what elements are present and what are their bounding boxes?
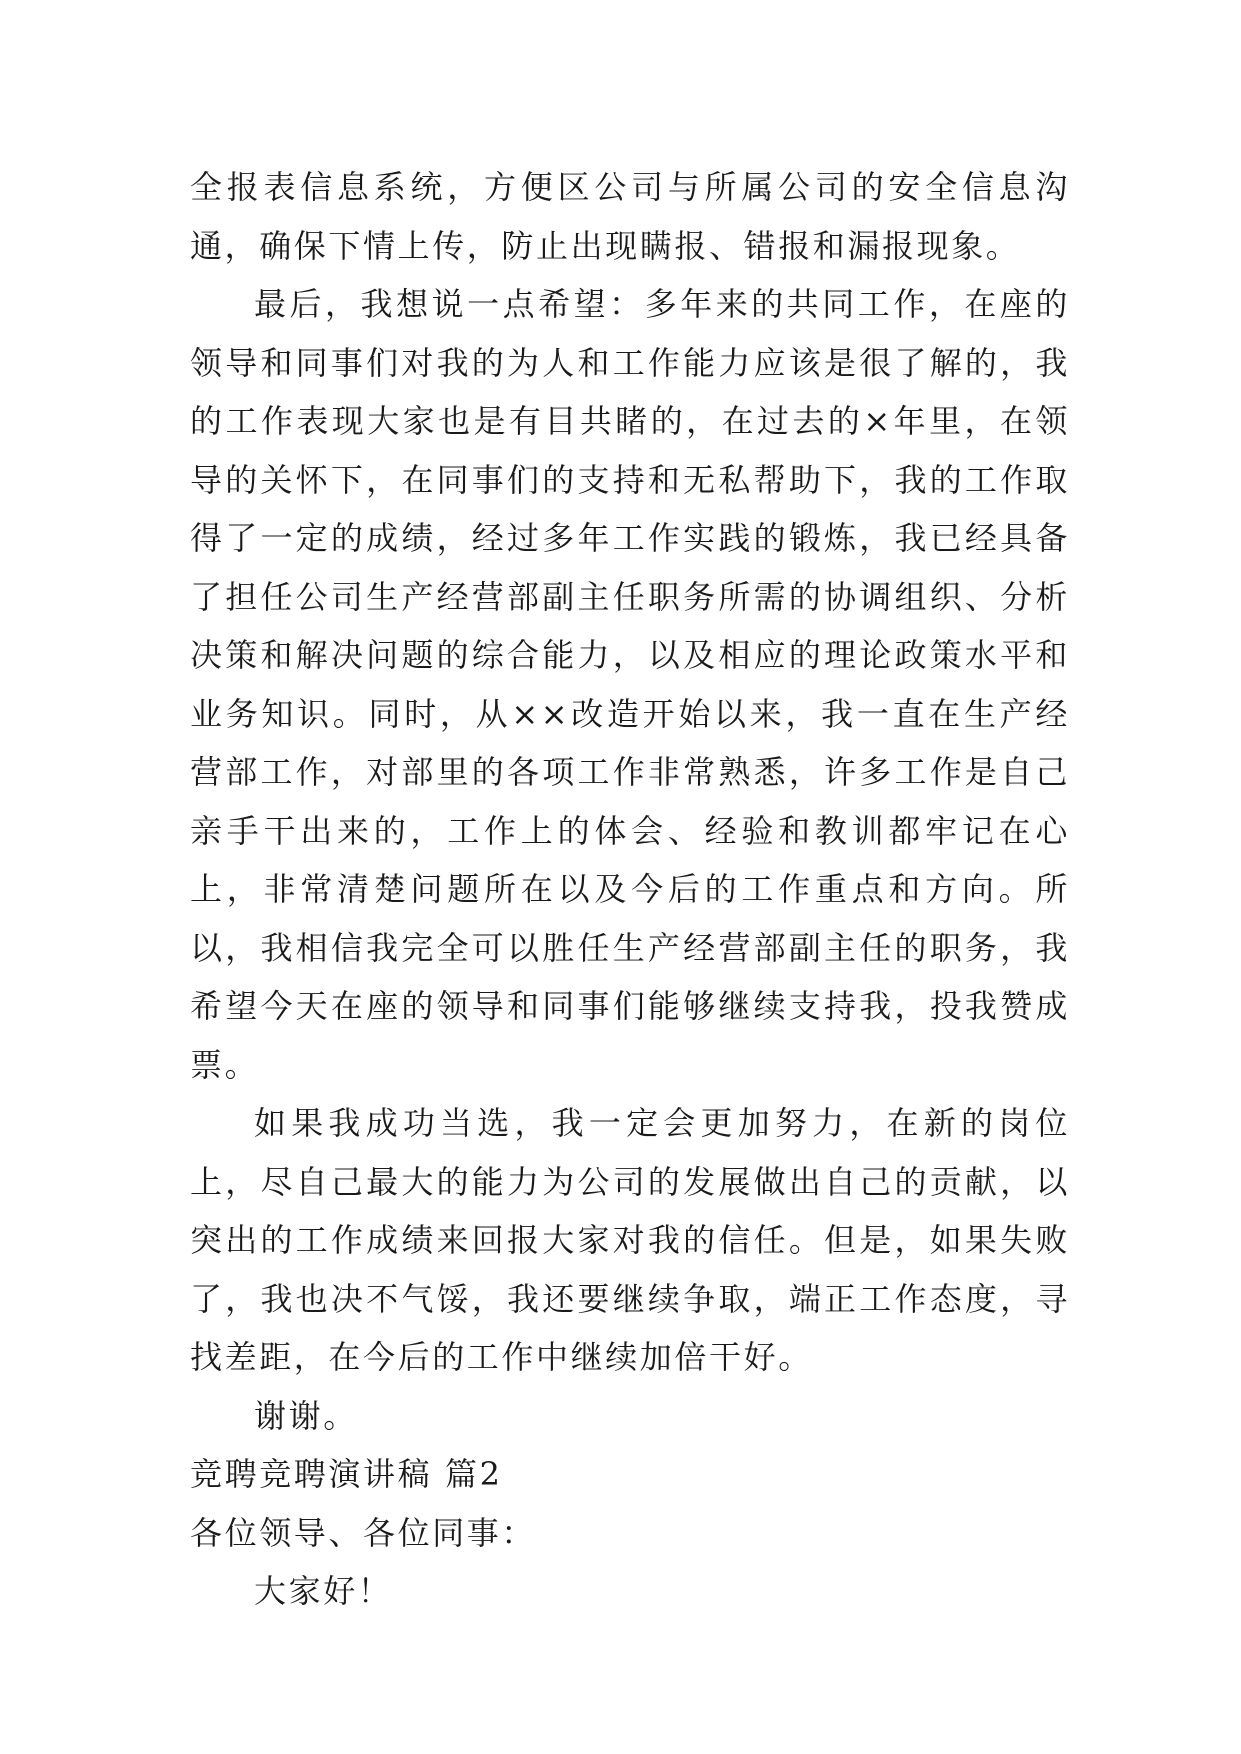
section-heading-part-2: 竞聘竞聘演讲稿 篇2 [190,1455,503,1493]
salutation: 各位领导、各位同事： [190,1513,537,1552]
document-body [190,158,1070,1621]
paragraph-if-elected: 如果我成功当选，我一定会更加努力，在新的岗位上，尽自己最大的能力为公司的发展做出自己的贡献，以突出的工作成绩来回报大家对我的信任。但是，如果失败了，我也决不气馁，我还要继续争取，端正工作态度，寻找差距，在今后的工作中继续加倍干好。 [190,1104,1070,1376]
paragraph-safety-report-system: 全报表信息系统，方便区公司与所属公司的安全信息沟通，确保下情上传，防止出现瞒报、错报和漏报现象。 [190,168,1070,265]
greeting: 大家好！ [254,1572,393,1610]
paragraph-thanks: 谢谢。 [254,1396,358,1435]
paragraph-closing-hope: 最后，我想说一点希望：多年来的共同工作，在座的领导和同事们对我的为人和工作能力应该是很了解的，我的工作表现大家也是有目共睹的，在过去的×年里，在领导的关怀下，在同事们的支持和无私帮助下，我的工作取得了一定的成绩，经过多年工作实践的锻炼，我已经具备了担任公司生产经营部副主任职务所需的协调组织、分析决策和解决问题的综合能力，以及相应的理论政策水平和业务知识。同时，从××改造开始以来，我一直在生产经营部工作，对部里的各项工作非常熟悉，许多工作是自己亲手干出来的，工作上的体会、经验和教训都牢记在心上，非常清楚问题所在以及今后的工作重点和方向。所以，我相信我完全可以胜任生产经营部副主任的职务，我希望今天在座的领导和同事们能够继续支持我，投我赞成票。 [190,285,1070,1084]
